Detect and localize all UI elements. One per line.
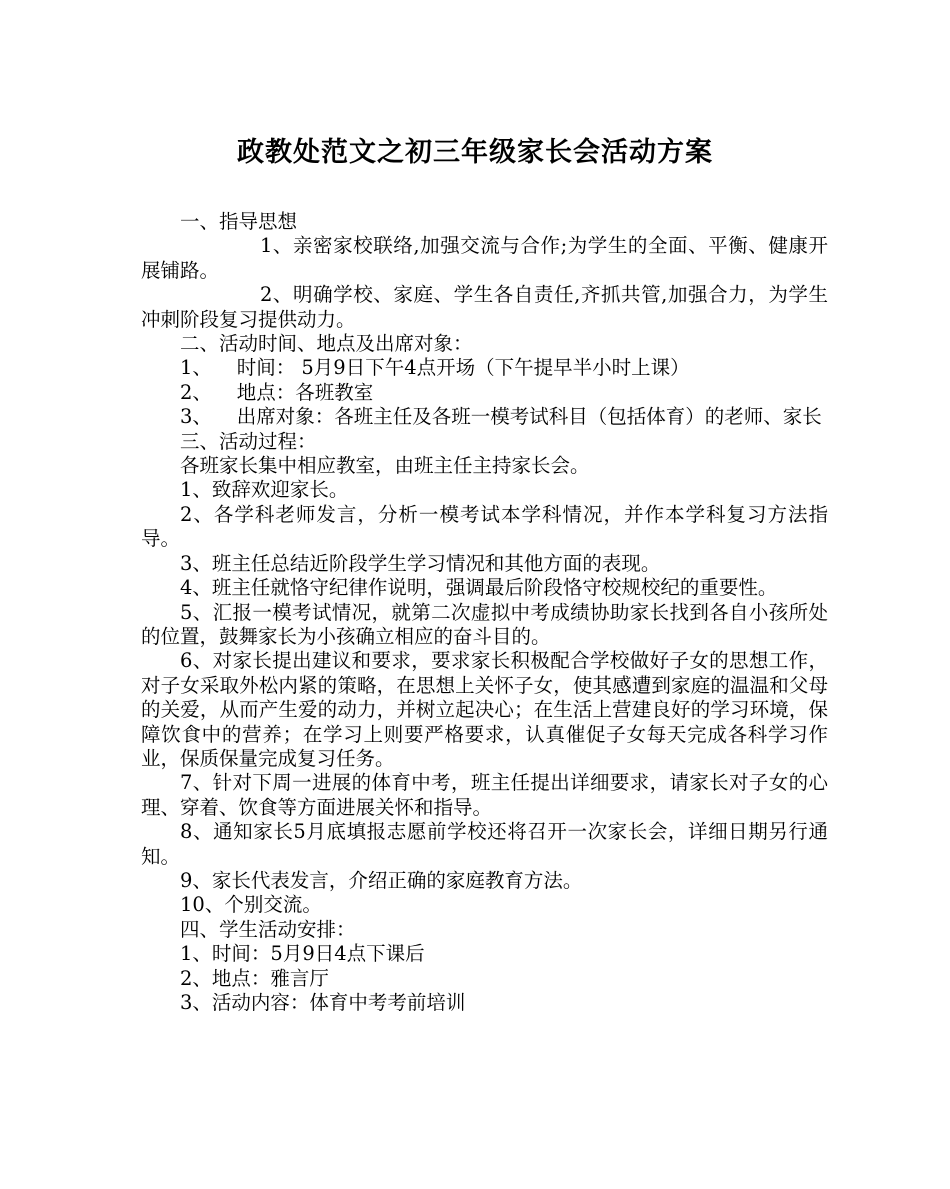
body-paragraph: 一、指导思想 [180,210,298,233]
body-paragraph: 3、活动内容：体育中考考前培训 [180,991,466,1014]
body-paragraph: 4、班主任就恪守纪律作说明，强调最后阶段恪守校规校纪的重要性。 [180,576,778,600]
body-paragraph: 10、个别交流。 [180,893,322,917]
body-paragraph: 2、 地点：各班教室 [180,380,374,404]
body-paragraph: 2、明确学校、家庭、学生各自责任,齐抓共管,加强合力，为学生冲刺阶段复习提供动力。 [141,283,828,331]
body-paragraph: 3、 出席对象：各班主任及各班一模考试科目（包括体育）的老师、家长 [180,405,822,429]
body-paragraph: 9、家长代表发言，介绍正确的家庭教育方法。 [180,868,583,892]
body-paragraph: 1、时间：5月9日4点下课后 [180,942,425,966]
body-paragraph: 7、针对下周一进展的体育中考，班主任提出详细要求，请家长对子女的心理、穿着、饮食等方面进展关怀和指导。 [141,771,828,819]
body-paragraph: 2、各学科老师发言，分析一模考试本学科情况，并作本学科复习方法指导。 [141,502,828,551]
body-paragraph: 三、活动过程： [180,429,317,453]
body-paragraph: 1、 时间： 5月9日下午4点开场（下午提早半小时上课） [180,356,690,380]
body-paragraph: 各班家长集中相应教室，由班主任主持家长会。 [180,454,590,478]
body-paragraph: 8、通知家长5月底填报志愿前学校还将召开一次家长会，详细日期另行通知。 [141,820,828,868]
body-paragraph: 1、致辞欢迎家长。 [180,478,349,502]
body-paragraph: 二、活动时间、地点及出席对象： [180,332,473,356]
document-body [141,210,828,1015]
body-paragraph: 2、地点：雅言厅 [180,966,329,990]
body-paragraph: 1、亲密家校联络,加强交流与合作;为学生的全面、平衡、健康开展铺路。 [141,234,828,282]
body-paragraph: 四、学生活动安排： [180,917,356,941]
body-paragraph: 3、班主任总结近阶段学生学习情况和其他方面的表现。 [180,551,661,575]
body-paragraph: 6、对家长提出建议和要求，要求家长积极配合学校做好子女的思想工作，对子女采取外松内紧的策略，在思想上关怀子女，使其感遭到家庭的温温和父母的关爱，从而产生爱的动力，并树立起决心；在生活上营建良好的学习环境，保障饮食中的营养；在学习上则要严格要求，认真催促子女每天完成各科学习作业，保质保量完成复习任务。 [141,649,828,770]
document-title: 政教处范文之初三年级家长会活动方案 [237,137,713,168]
body-paragraph: 5、汇报一模考试情况，就第二次虚拟中考成绩协助家长找到各自小孩所处的位置，鼓舞家长为小孩确立相应的奋斗目的。 [141,600,828,648]
